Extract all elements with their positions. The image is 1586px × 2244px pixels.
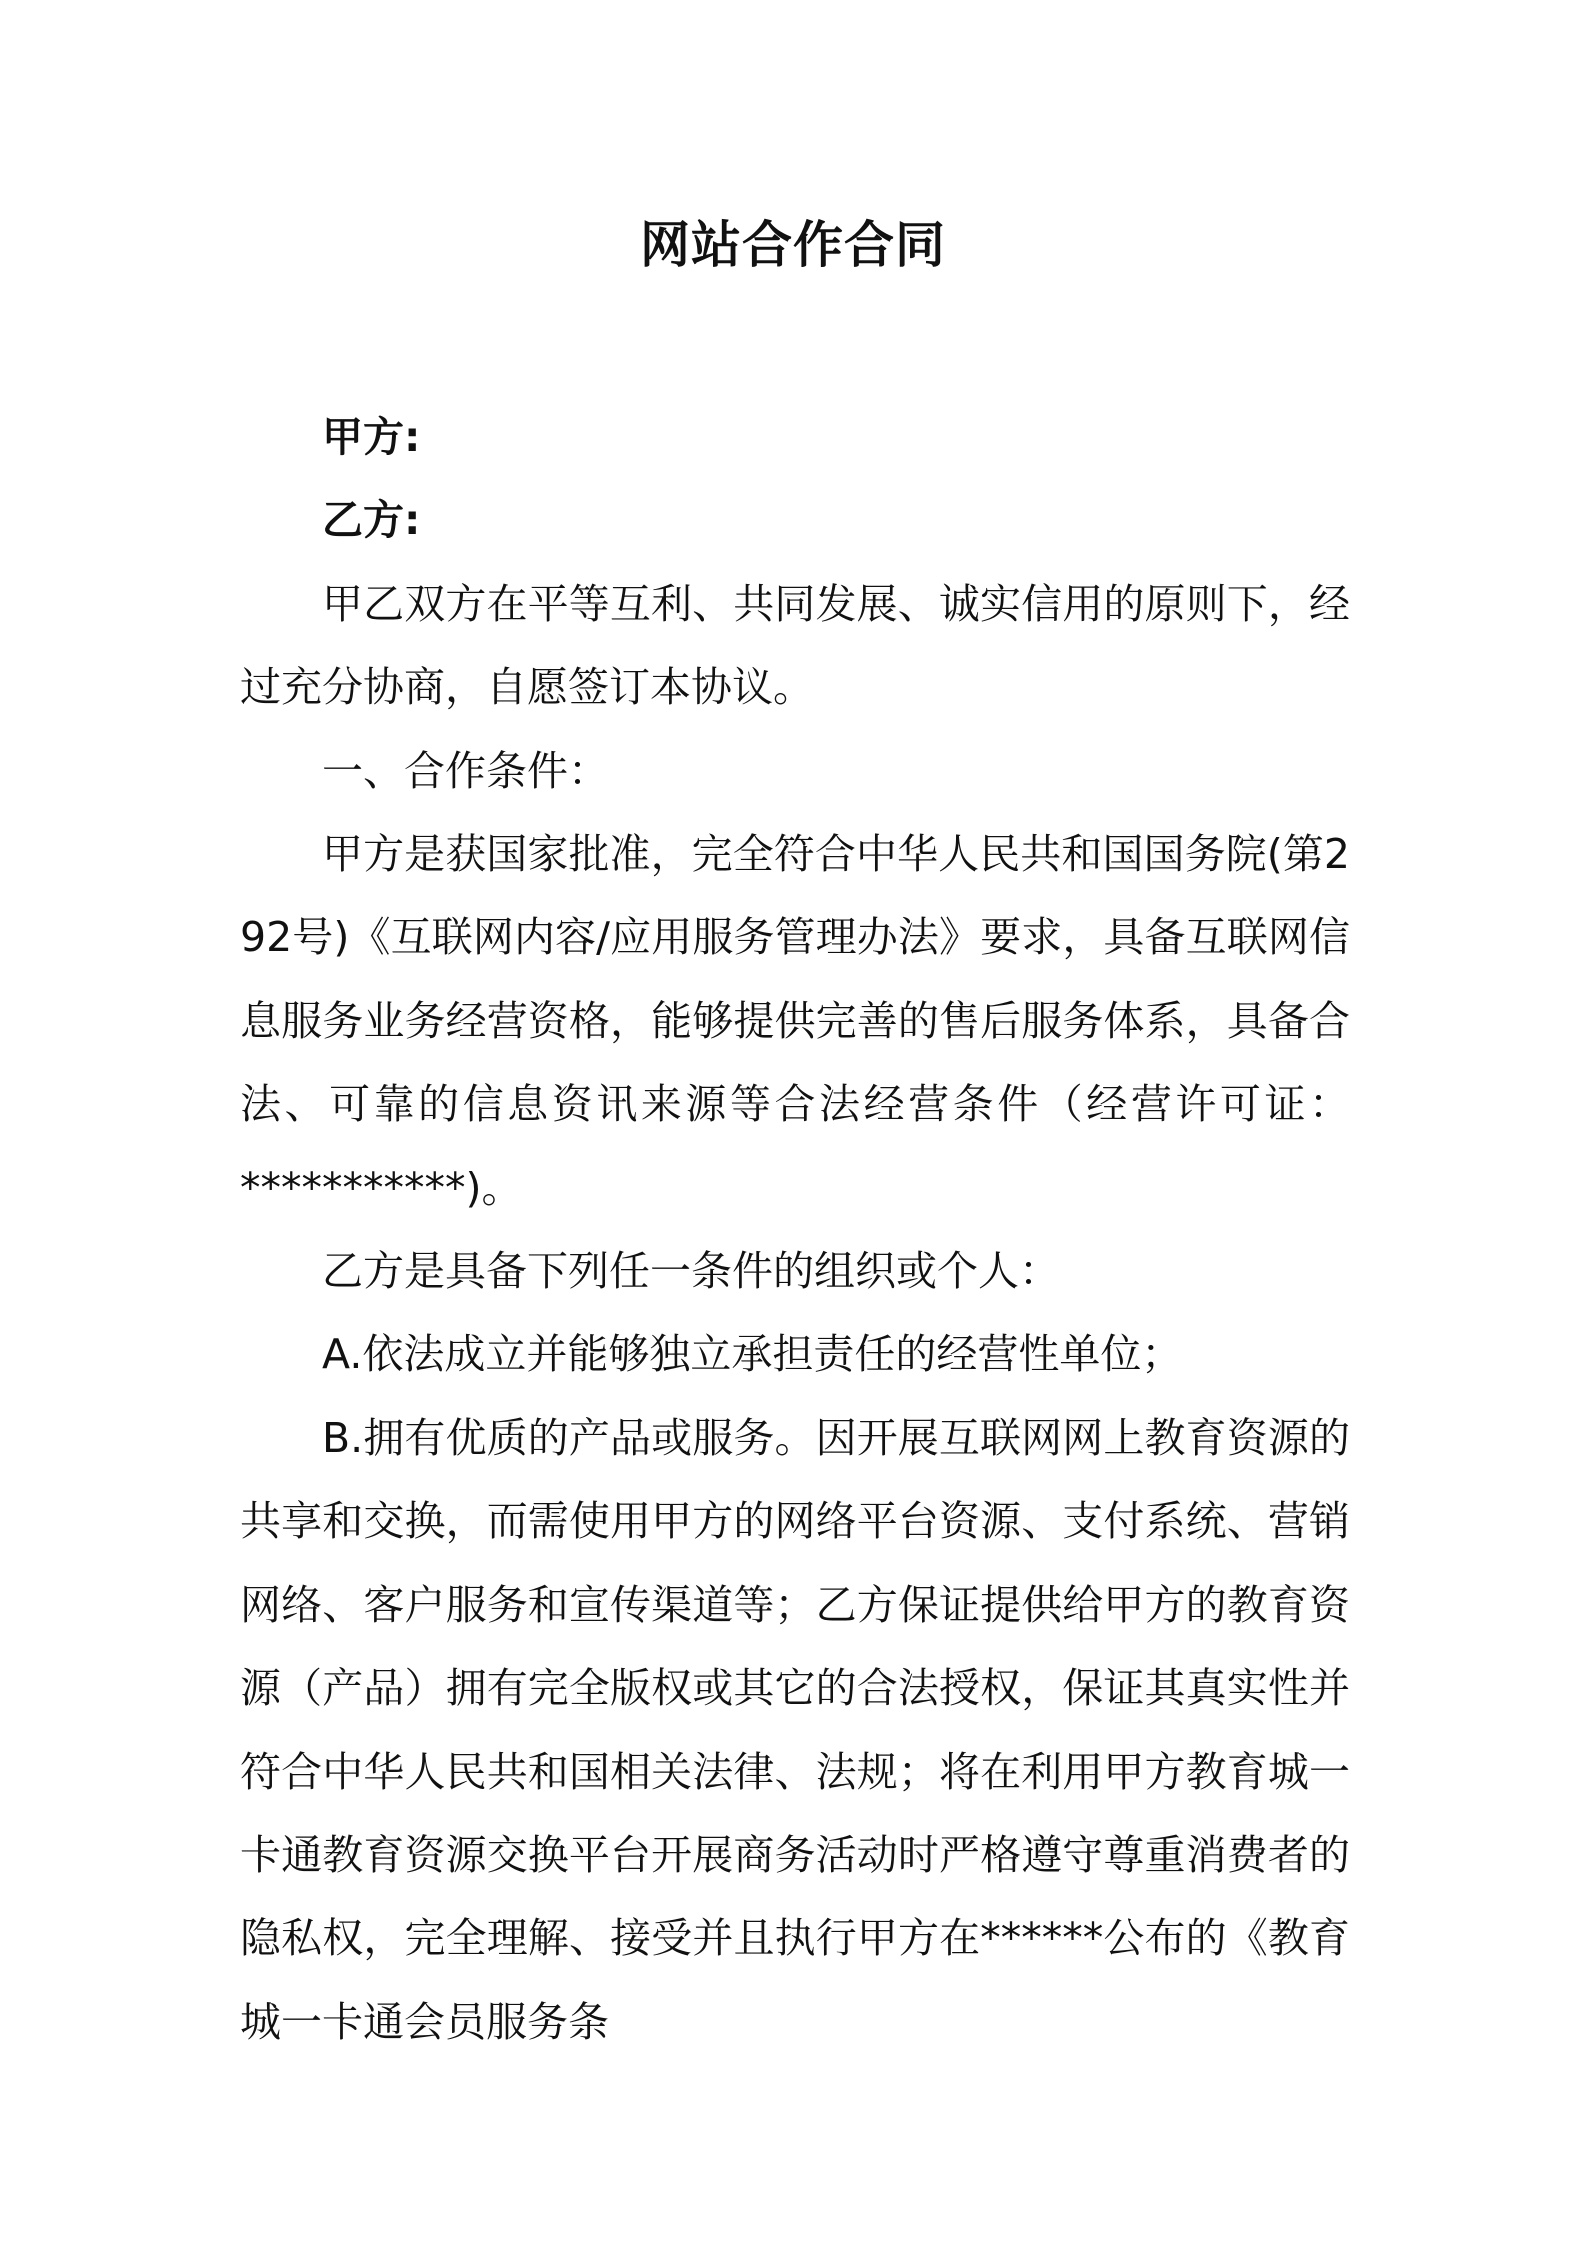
document-body: [240, 396, 1350, 2064]
section-heading-cooperation-conditions: 一、合作条件：: [322, 746, 609, 795]
document-title: 网站合作合同: [640, 216, 946, 274]
party-b-conditions-intro: 乙方是具备下列任一条件的组织或个人：: [322, 1247, 1060, 1296]
party-b-line: 乙方:: [322, 496, 421, 545]
party-a-line: 甲方:: [322, 413, 421, 461]
preamble-paragraph: 甲乙双方在平等互利、共同发展、诚实信用的原则下，经过充分协商，自愿签订本协议。: [240, 579, 1350, 712]
party-a-conditions-paragraph: 甲方是获国家批准，完全符合中华人民共和国国务院(第292号)《互联网内容/应用服务管理办法》要求，具备互联网信息服务业务经营资格，能够提供完善的售后服务体系，具备合法、可靠的信息资讯来源等合法经营条件（经营许可证：: [240, 830, 1350, 1129]
license-number-line: ***********)。: [240, 1163, 523, 1212]
condition-b: B.拥有优质的产品或服务。因开展互联网网上教育资源的共享和交换，而需使用甲方的网络平台资源、支付系统、营销网络、客户服务和宣传渠道等；乙方保证提供给甲方的教育资源（产品）拥有完全版权或其它的合法授权，保证其真实性并符合中华人民共和国相关法律、法规；将在利用甲方教育城一卡通教育资源交换平台开展商务活动时严格遵守尊重消费者的隐私权，完全理解、接受并且执行甲方在******公布的《教育城一卡通会员服务条: [240, 1413, 1350, 2046]
condition-a: A.依法成立并能够独立承担责任的经营性单位；: [322, 1330, 1183, 1379]
